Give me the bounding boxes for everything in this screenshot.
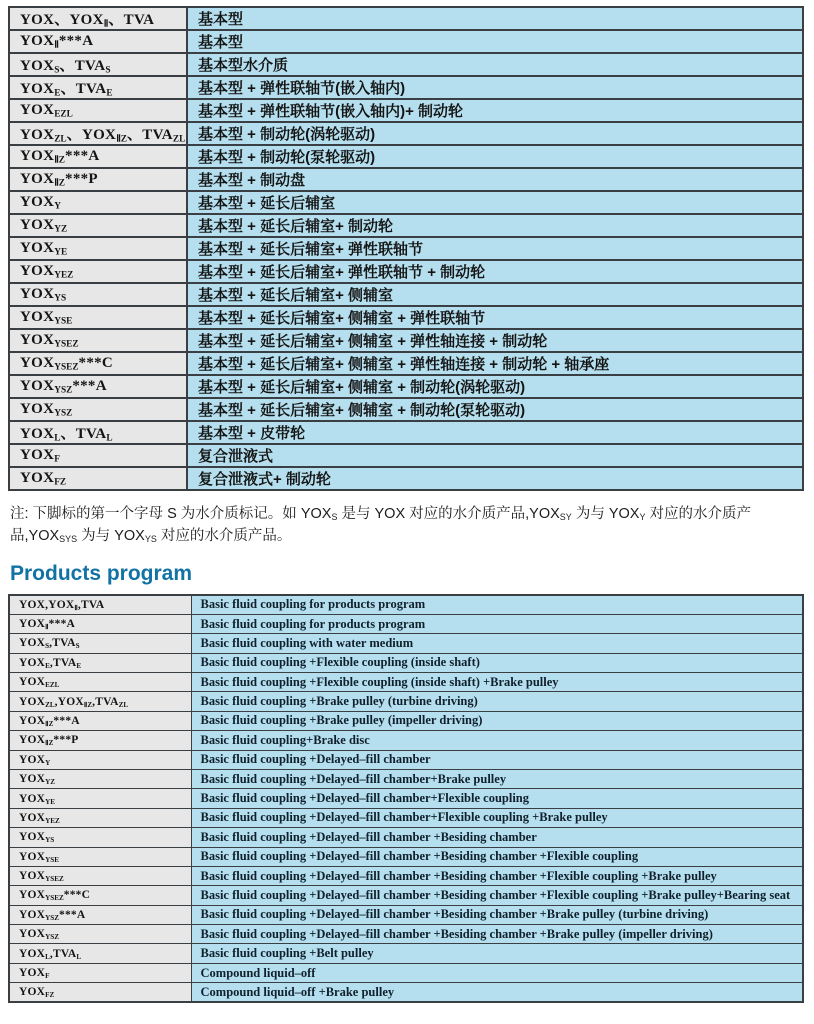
model-cell: $YOX_{ⅡZ}***P$ bbox=[9, 731, 191, 750]
description-cell: 基本型 + 制动轮(泵轮驱动) bbox=[187, 145, 803, 168]
description-cell: Basic fluid coupling +Flexible coupling (inside shaft) bbox=[191, 653, 803, 672]
description-cell: 基本型 bbox=[187, 7, 803, 30]
model-cell: $YOX_E$、$TVA_E$ bbox=[9, 76, 187, 99]
model-cell: $YOX_{YSZ}$ bbox=[9, 398, 187, 421]
description-cell: 基本型 + 延长后辅室+ 侧辅室 bbox=[187, 283, 803, 306]
table-row bbox=[9, 168, 803, 191]
model-cell: $YOX_{YSEZ}$ bbox=[9, 866, 191, 885]
table-row bbox=[9, 866, 803, 885]
description-cell: Basic fluid coupling +Delayed–fill chamber bbox=[191, 750, 803, 769]
table-row bbox=[9, 76, 803, 99]
description-cell: 基本型 + 延长后辅室+ 侧辅室 + 弹性轴连接 + 制动轮 + 轴承座 bbox=[187, 352, 803, 375]
table-row bbox=[9, 614, 803, 633]
model-cell: $YOX_{ⅡZ}***P$ bbox=[9, 168, 187, 191]
description-cell: 基本型 + 延长后辅室+ 制动轮 bbox=[187, 214, 803, 237]
table-row bbox=[9, 847, 803, 866]
model-cell: $YOX_Ⅱ***A$ bbox=[9, 30, 187, 53]
model-cell: $YOX_{YEZ}$ bbox=[9, 808, 191, 827]
table-row bbox=[9, 306, 803, 329]
model-cell: $YOX_{YSE}$ bbox=[9, 306, 187, 329]
description-cell: 基本型 + 制动盘 bbox=[187, 168, 803, 191]
description-cell: Basic fluid coupling +Delayed–fill chamber +Besiding chamber +Flexible coupling +Brake pulley bbox=[191, 866, 803, 885]
table-row bbox=[9, 769, 803, 788]
model-table-cn bbox=[8, 6, 804, 491]
description-cell: 基本型水介质 bbox=[187, 53, 803, 76]
model-cell: $YOX_{EZL}$ bbox=[9, 99, 187, 122]
table-row bbox=[9, 983, 803, 1002]
table-row bbox=[9, 886, 803, 905]
model-cell: $YOX_S,TVA_S$ bbox=[9, 634, 191, 653]
description-cell: 复合泄液式+ 制动轮 bbox=[187, 467, 803, 490]
table-row bbox=[9, 925, 803, 944]
table-row bbox=[9, 7, 803, 30]
model-cell: $YOX_{YS}$ bbox=[9, 283, 187, 306]
model-cell: $YOX_Y$ bbox=[9, 191, 187, 214]
description-cell: Basic fluid coupling +Delayed–fill chamber +Besiding chamber bbox=[191, 828, 803, 847]
description-cell: 基本型 + 延长后辅室+ 侧辅室 + 弹性轴连接 + 制动轮 bbox=[187, 329, 803, 352]
description-cell: Basic fluid coupling +Belt pulley bbox=[191, 944, 803, 963]
description-cell: 基本型 + 弹性联轴节(嵌入轴内) bbox=[187, 76, 803, 99]
model-cell: $YOX_E,TVA_E$ bbox=[9, 653, 191, 672]
model-cell: $YOX_Ⅱ***A$ bbox=[9, 614, 191, 633]
description-cell: Basic fluid coupling +Delayed–fill chamber +Besiding chamber +Brake pulley (turbine driving) bbox=[191, 905, 803, 924]
description-cell: Basic fluid coupling +Delayed–fill chamber +Besiding chamber +Flexible coupling bbox=[191, 847, 803, 866]
description-cell: 基本型 + 延长后辅室+ 弹性联轴节 bbox=[187, 237, 803, 260]
model-cell: $YOX_L$、$TVA_L$ bbox=[9, 421, 187, 444]
model-cell: $YOX_{ⅡZ}***A$ bbox=[9, 711, 191, 730]
description-cell: 基本型 + 延长后辅室+ 弹性联轴节 + 制动轮 bbox=[187, 260, 803, 283]
model-cell: $YOX_{YE}$ bbox=[9, 237, 187, 260]
model-cell: $YOX_{YZ}$ bbox=[9, 769, 191, 788]
table-row bbox=[9, 905, 803, 924]
table-row bbox=[9, 789, 803, 808]
description-cell: Basic fluid coupling +Flexible coupling (inside shaft) +Brake pulley bbox=[191, 673, 803, 692]
description-cell: Compound liquid–off bbox=[191, 963, 803, 982]
table-row bbox=[9, 352, 803, 375]
description-cell: 基本型 + 延长后辅室+ 侧辅室 + 制动轮(泵轮驱动) bbox=[187, 398, 803, 421]
description-cell: Basic fluid coupling +Delayed–fill chamber +Besiding chamber +Flexible coupling +Brake pulley+Bearing seat bbox=[191, 886, 803, 905]
table-row bbox=[9, 260, 803, 283]
table-row bbox=[9, 375, 803, 398]
model-cell: $YOX_{YSE}$ bbox=[9, 847, 191, 866]
description-cell: 基本型 bbox=[187, 30, 803, 53]
model-cell: $YOX_{ZL}$、$YOX_{ⅡZ}$、$TVA_{ZL}$ bbox=[9, 122, 187, 145]
model-cell: $YOX_{ⅡZ}***A$ bbox=[9, 145, 187, 168]
description-cell: Basic fluid coupling +Delayed–fill chamber+Brake pulley bbox=[191, 769, 803, 788]
description-cell: 复合泄液式 bbox=[187, 444, 803, 467]
table-row bbox=[9, 145, 803, 168]
table-row bbox=[9, 692, 803, 711]
description-cell: Basic fluid coupling for products program bbox=[191, 595, 803, 614]
model-table-en-body bbox=[9, 595, 803, 1002]
model-cell: $YOX_{YSEZ}$ bbox=[9, 329, 187, 352]
model-cell: YOX、$YOX_Ⅱ$、TVA bbox=[9, 7, 187, 30]
model-cell: $YOX_{YE}$ bbox=[9, 789, 191, 808]
description-cell: Basic fluid coupling+Brake disc bbox=[191, 731, 803, 750]
description-cell: 基本型 + 弹性联轴节(嵌入轴内)+ 制动轮 bbox=[187, 99, 803, 122]
description-cell: Basic fluid coupling for products program bbox=[191, 614, 803, 633]
model-cell: $YOX_{ZL},YOX_{ⅡZ},TVA_{ZL}$ bbox=[9, 692, 191, 711]
model-cell: $YOX_F$ bbox=[9, 963, 191, 982]
model-cell: $YOX_{FZ}$ bbox=[9, 983, 191, 1002]
description-cell: 基本型 + 制动轮(涡轮驱动) bbox=[187, 122, 803, 145]
description-cell: Basic fluid coupling +Delayed–fill chamber+Flexible coupling +Brake pulley bbox=[191, 808, 803, 827]
model-cell: $YOX_F$ bbox=[9, 444, 187, 467]
table-row bbox=[9, 467, 803, 490]
description-cell: Basic fluid coupling +Brake pulley (turbine driving) bbox=[191, 692, 803, 711]
table-row bbox=[9, 191, 803, 214]
model-cell: $YOX_{YSZ}***A$ bbox=[9, 375, 187, 398]
table-row bbox=[9, 214, 803, 237]
table-row bbox=[9, 595, 803, 614]
model-cell: $YOX_{YSEZ}***C$ bbox=[9, 352, 187, 375]
table-row bbox=[9, 99, 803, 122]
description-cell: Basic fluid coupling +Delayed–fill chamber +Besiding chamber +Brake pulley (impeller driving) bbox=[191, 925, 803, 944]
section-heading: Products program bbox=[10, 561, 193, 585]
table-row bbox=[9, 634, 803, 653]
model-cell: $YOX,YOX_Ⅱ,TVA$ bbox=[9, 595, 191, 614]
model-table-en bbox=[8, 594, 804, 1003]
model-cell: $YOX_{YSZ}$ bbox=[9, 925, 191, 944]
description-cell: Basic fluid coupling +Delayed–fill chamber+Flexible coupling bbox=[191, 789, 803, 808]
table-row bbox=[9, 828, 803, 847]
table-row bbox=[9, 237, 803, 260]
description-cell: 基本型 + 延长后辅室 bbox=[187, 191, 803, 214]
table-row bbox=[9, 731, 803, 750]
table-row bbox=[9, 122, 803, 145]
description-cell: 基本型 + 皮带轮 bbox=[187, 421, 803, 444]
model-cell: $YOX_{YEZ}$ bbox=[9, 260, 187, 283]
table-row bbox=[9, 750, 803, 769]
model-cell: $YOX_{YSEZ}***C$ bbox=[9, 886, 191, 905]
description-cell: Basic fluid coupling with water medium bbox=[191, 634, 803, 653]
note-text: 注: 下脚标的第一个字母 S 为水介质标记。如 $YOX_S$ 是与 YOX 对应的水介质产品$,YOX_{SY}$ 为与 $YOX_Y$ 对应的水介质产品$,YOX_{SYS}$ 为与 $YOX_{YS}$ 对应的水介质产品。 bbox=[10, 506, 752, 545]
model-cell: $YOX_{FZ}$ bbox=[9, 467, 187, 490]
table-row bbox=[9, 653, 803, 672]
table-row bbox=[9, 53, 803, 76]
table-row bbox=[9, 963, 803, 982]
table-row bbox=[9, 808, 803, 827]
description-cell: 基本型 + 延长后辅室+ 侧辅室 + 制动轮(涡轮驱动) bbox=[187, 375, 803, 398]
description-cell: 基本型 + 延长后辅室+ 侧辅室 + 弹性联轴节 bbox=[187, 306, 803, 329]
description-cell: Basic fluid coupling +Brake pulley (impeller driving) bbox=[191, 711, 803, 730]
model-table-cn-body bbox=[9, 7, 803, 490]
model-cell: $YOX_{YS}$ bbox=[9, 828, 191, 847]
model-cell: $YOX_Y$ bbox=[9, 750, 191, 769]
model-cell: $YOX_{EZL}$ bbox=[9, 673, 191, 692]
table-row bbox=[9, 30, 803, 53]
table-row bbox=[9, 421, 803, 444]
table-row bbox=[9, 398, 803, 421]
table-row bbox=[9, 673, 803, 692]
table-row bbox=[9, 944, 803, 963]
model-cell: $YOX_S$、$TVA_S$ bbox=[9, 53, 187, 76]
table-row bbox=[9, 711, 803, 730]
table-row bbox=[9, 283, 803, 306]
model-cell: $YOX_L,TVA_L$ bbox=[9, 944, 191, 963]
table-row bbox=[9, 329, 803, 352]
model-cell: $YOX_{YSZ}***A$ bbox=[9, 905, 191, 924]
description-cell: Compound liquid–off +Brake pulley bbox=[191, 983, 803, 1002]
table-row bbox=[9, 444, 803, 467]
model-cell: $YOX_{YZ}$ bbox=[9, 214, 187, 237]
